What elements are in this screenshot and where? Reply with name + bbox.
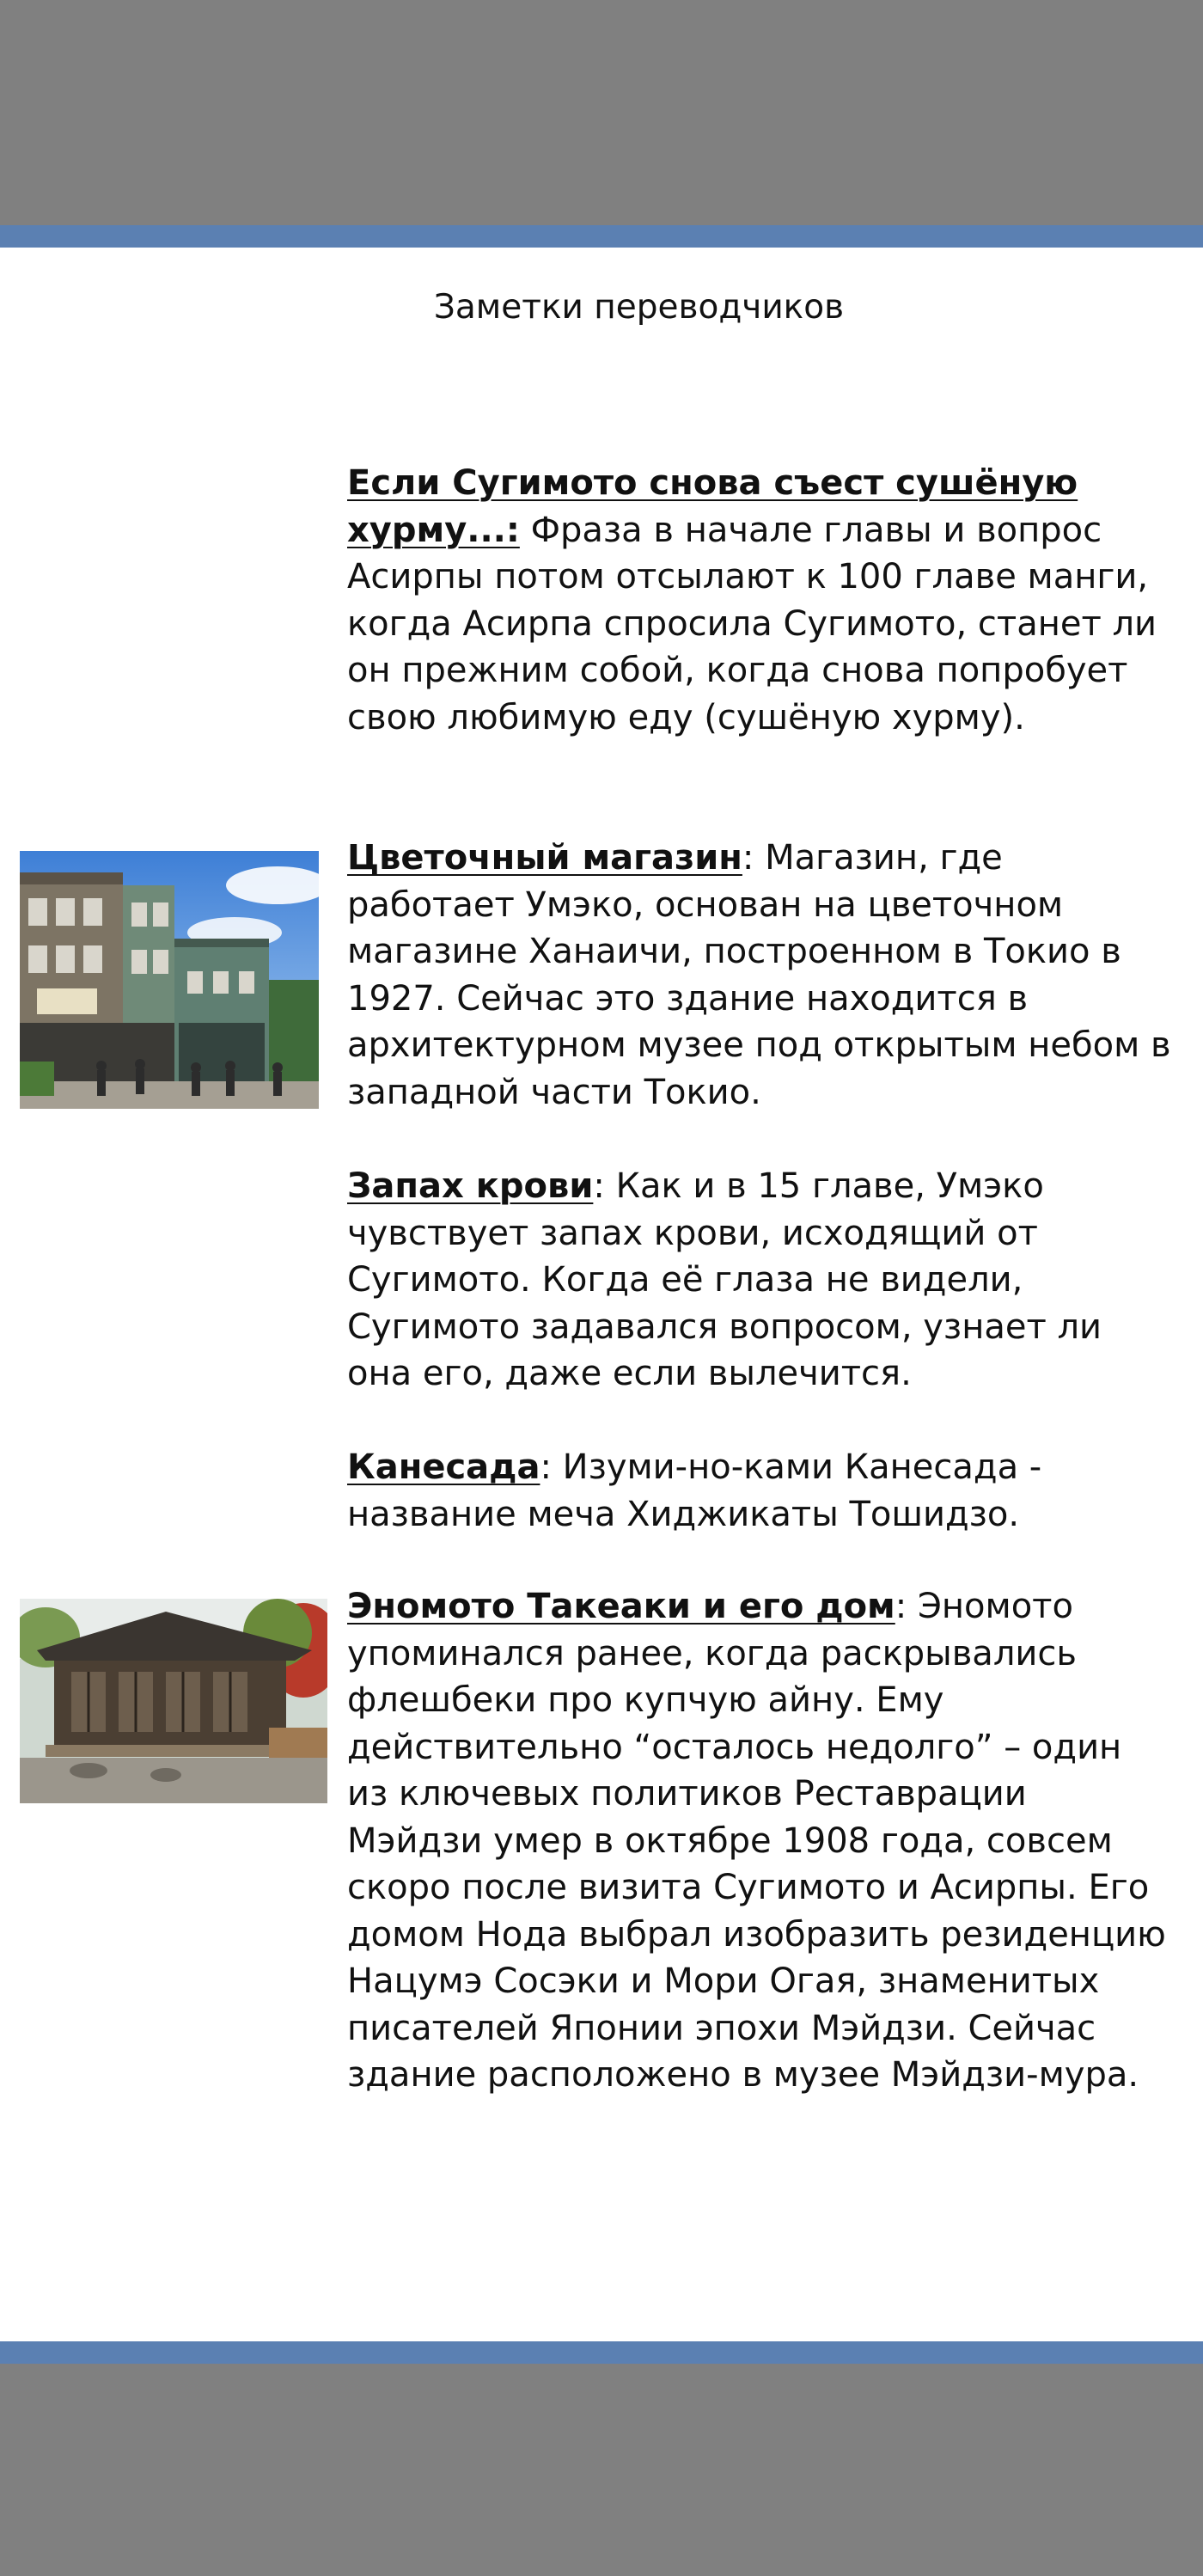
- note-enomoto-house: [347, 1583, 1172, 2099]
- bottom-blue-stripe: [0, 2341, 1203, 2364]
- enomoto-house-photo: [20, 1599, 327, 1803]
- note-term: Канесада: [347, 1447, 540, 1487]
- note-text: Фраза в начале главы и вопрос Асирпы потом отсылают к 100 главе манги, когда Асирпа спросила Сугимото, станет ли он прежним собой, когда снова попробует свою любимую еду (сушёную хурму).: [347, 510, 1157, 737]
- note-text: : Как и в 15 главе, Умэко чувствует запах крови, исходящий от Сугимото. Когда её глаза не видели, Сугимото задавался вопросом, узнает ли она его, даже если вылечится.: [347, 1166, 1102, 1393]
- note-persimmon: [347, 460, 1172, 741]
- note-term: Эномото Такеаки и его дом: [347, 1587, 895, 1626]
- note-text: : Эномото упоминался ранее, когда раскрывались флешбеки про купчую айну. Ему действительно “осталось недолго” – один из ключевых политиков Реставрации Мэйдзи умер в октябре 1908 года, совсем скоро после визита Сугимото и Асирпы. Его домом Нода выбрал изобразить резиденцию Нацумэ Сосэки и Мори Огая, знаменитых писателей Японии эпохи Мэйдзи. Сейчас здание расположено в музее Мэйдзи-мура.: [347, 1587, 1166, 2095]
- note-blood-smell: [347, 1163, 1172, 1398]
- note-flower-shop: [347, 835, 1172, 1116]
- top-gray-band: [0, 0, 1203, 225]
- flower-shop-photo: [20, 851, 319, 1109]
- top-blue-stripe: [0, 225, 1203, 248]
- note-text: : Изуми-но-ками Канесада - название меча Хиджикаты Тошидзо.: [347, 1447, 1042, 1534]
- note-term: Запах крови: [347, 1166, 594, 1206]
- page-title-text: Заметки переводчиков: [433, 288, 845, 327]
- note-kanesada: [347, 1444, 1172, 1538]
- note-term: Цветочный магазин: [347, 838, 742, 878]
- note-text: : Магазин, где работает Умэко, основан на цветочном магазине Ханаичи, построенном в Токио в 1927. Сейчас это здание находится в архитектурном музее под открытым небом в западной части Токио.: [347, 838, 1171, 1112]
- note-term: Если Сугимото снова съест сушёную хурму...:: [347, 463, 1078, 550]
- page-title: [0, 288, 1203, 327]
- bottom-gray-band: [0, 2364, 1203, 2576]
